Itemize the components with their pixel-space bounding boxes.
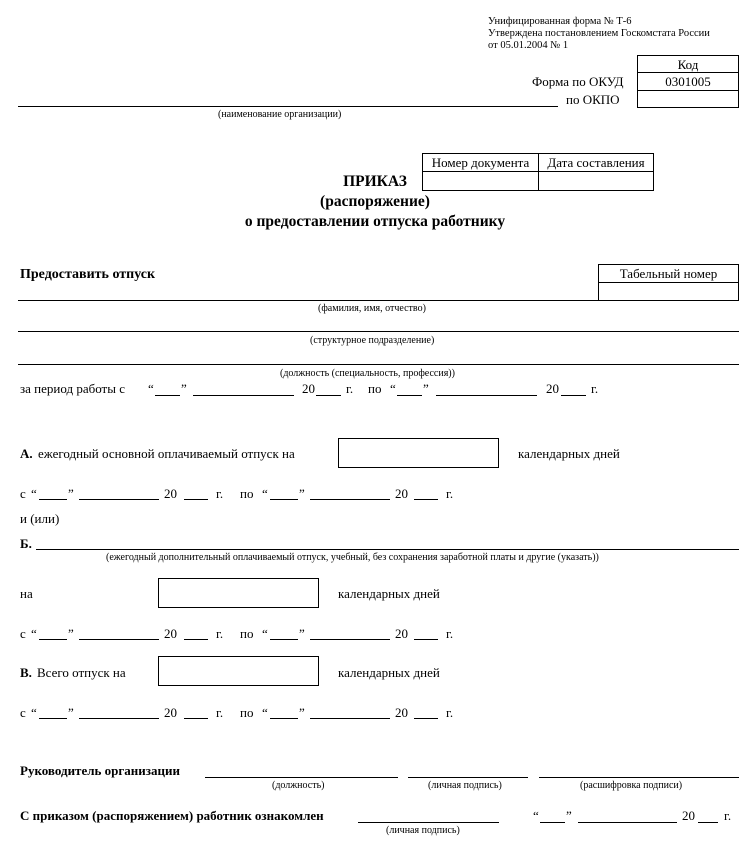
- date-from-year[interactable]: [184, 639, 208, 640]
- section-v-text: Всего отпуск на: [37, 665, 126, 680]
- ack-q-close: ”: [566, 808, 572, 823]
- doc-number-header: Номер документа: [422, 153, 539, 172]
- date-to-month[interactable]: [310, 718, 390, 719]
- period-q-close-1: ”: [181, 381, 187, 396]
- date-g: г.: [216, 705, 224, 720]
- date-po: по: [240, 705, 254, 720]
- date-twenty-2: 20: [395, 486, 408, 501]
- date-from-day[interactable]: [39, 718, 67, 719]
- date-q-close: ”: [68, 626, 74, 641]
- period-twenty-1: 20: [302, 381, 315, 396]
- date-q-close-2: ”: [299, 626, 305, 641]
- date-to-month[interactable]: [310, 639, 390, 640]
- section-b-days-label: календарных дней: [338, 586, 440, 601]
- date-from-day[interactable]: [39, 499, 67, 500]
- date-g: г.: [216, 486, 224, 501]
- okpo-label: по ОКПО: [566, 92, 620, 107]
- date-q-close: ”: [68, 486, 74, 501]
- ack-signature-caption: (личная подпись): [386, 825, 460, 836]
- date-twenty: 20: [164, 626, 177, 641]
- date-twenty-2: 20: [395, 626, 408, 641]
- date-q-open-2: “: [262, 705, 268, 720]
- kod-header: Код: [637, 55, 739, 73]
- period-label: за период работы с: [20, 381, 125, 396]
- form-header-line3: от 05.01.2004 № 1: [488, 40, 569, 51]
- period-from-month[interactable]: [193, 395, 294, 396]
- period-from-year[interactable]: [316, 395, 341, 396]
- period-g-2: г.: [591, 381, 599, 396]
- okud-value-cell[interactable]: 0301005: [637, 72, 739, 91]
- period-q-close-2: ”: [423, 381, 429, 396]
- date-q-open: “: [31, 705, 37, 720]
- form-header-line1: Унифицированная форма № Т-6: [488, 16, 632, 27]
- section-a-text: ежегодный основной оплачиваемый отпуск на: [38, 446, 295, 461]
- head-decoding-line[interactable]: [539, 777, 739, 778]
- tab-number-cell[interactable]: [598, 282, 739, 301]
- head-signature-caption: (личная подпись): [428, 780, 502, 791]
- section-a-letter: А.: [20, 446, 33, 461]
- date-q-open: “: [31, 626, 37, 641]
- date-twenty-2: 20: [395, 705, 408, 720]
- date-q-open: “: [31, 486, 37, 501]
- date-po: по: [240, 626, 254, 641]
- date-to-year[interactable]: [414, 718, 438, 719]
- okud-label: Форма по ОКУД: [532, 74, 624, 89]
- date-to-month[interactable]: [310, 499, 390, 500]
- period-to-day[interactable]: [397, 395, 422, 396]
- period-g-1: г.: [346, 381, 354, 396]
- grant-leave-label: Предоставить отпуск: [20, 267, 156, 282]
- ack-label: С приказом (распоряжением) работник ознакомлен: [20, 808, 324, 823]
- section-v-letter: В.: [20, 665, 32, 680]
- section-a-days-label: календарных дней: [518, 446, 620, 461]
- ack-signature-line[interactable]: [358, 822, 499, 823]
- period-po: по: [368, 381, 382, 396]
- ack-g: г.: [724, 808, 732, 823]
- date-from-day[interactable]: [39, 639, 67, 640]
- ack-day[interactable]: [540, 822, 565, 823]
- date-q-close-2: ”: [299, 486, 305, 501]
- doc-date-header: Дата составления: [538, 153, 654, 172]
- date-from-year[interactable]: [184, 499, 208, 500]
- date-q-close: ”: [68, 705, 74, 720]
- date-s: с: [20, 486, 26, 501]
- period-from-day[interactable]: [155, 395, 180, 396]
- date-to-day[interactable]: [270, 639, 298, 640]
- date-to-day[interactable]: [270, 718, 298, 719]
- section-b-letter: Б.: [20, 536, 32, 551]
- dept-line[interactable]: [18, 331, 739, 332]
- date-from-month[interactable]: [79, 499, 159, 500]
- period-q-open-2: “: [390, 381, 396, 396]
- position-line[interactable]: [18, 364, 739, 365]
- form-header-line2: Утверждена постановлением Госкомстата России: [488, 28, 710, 39]
- ack-month[interactable]: [578, 822, 677, 823]
- fio-line[interactable]: [18, 300, 739, 301]
- date-q-close-2: ”: [299, 705, 305, 720]
- head-label: Руководитель организации: [20, 763, 180, 778]
- date-twenty: 20: [164, 486, 177, 501]
- date-s: с: [20, 705, 26, 720]
- period-twenty-2: 20: [546, 381, 559, 396]
- date-q-open-2: “: [262, 486, 268, 501]
- title-subject: о предоставлении отпуска работнику: [244, 213, 506, 230]
- ack-twenty: 20: [682, 808, 695, 823]
- date-to-day[interactable]: [270, 499, 298, 500]
- okpo-value-cell[interactable]: [637, 90, 739, 108]
- org-name-line[interactable]: [18, 106, 558, 107]
- date-g-2: г.: [446, 626, 454, 641]
- and-or-label: и (или): [20, 511, 60, 526]
- tab-number-header: Табельный номер: [598, 264, 739, 283]
- date-twenty: 20: [164, 705, 177, 720]
- dept-caption: (структурное подразделение): [310, 335, 435, 346]
- date-q-open-2: “: [262, 626, 268, 641]
- head-position-caption: (должность): [272, 780, 325, 791]
- ack-year[interactable]: [698, 822, 718, 823]
- date-g-2: г.: [446, 486, 454, 501]
- section-v-days-label: календарных дней: [338, 665, 440, 680]
- date-g: г.: [216, 626, 224, 641]
- date-po: по: [240, 486, 254, 501]
- org-name-caption: (наименование организации): [218, 109, 342, 120]
- position-caption: (должность (специальность, профессия)): [280, 368, 455, 379]
- fio-caption: (фамилия, имя, отчество): [318, 303, 426, 314]
- period-q-open-1: “: [148, 381, 154, 396]
- date-from-year[interactable]: [184, 718, 208, 719]
- period-to-month[interactable]: [436, 395, 537, 396]
- date-from-month[interactable]: [79, 718, 159, 719]
- head-signature-line[interactable]: [408, 777, 528, 778]
- ack-q-open: “: [533, 808, 539, 823]
- date-from-month[interactable]: [79, 639, 159, 640]
- head-position-line[interactable]: [205, 777, 398, 778]
- date-g-2: г.: [446, 705, 454, 720]
- section-b-na: на: [20, 586, 33, 601]
- section-b-type-line[interactable]: [36, 549, 739, 550]
- period-to-year[interactable]: [561, 395, 586, 396]
- date-s: с: [20, 626, 26, 641]
- head-decoding-caption: (расшифровка подписи): [580, 780, 683, 791]
- date-to-year[interactable]: [414, 639, 438, 640]
- section-a-days-input[interactable]: [338, 438, 499, 468]
- title-prikaz: ПРИКАЗ: [343, 173, 407, 190]
- title-rasporyazhenie: (распоряжение): [320, 193, 430, 210]
- section-b-days-input[interactable]: [158, 578, 319, 608]
- section-v-days-input[interactable]: [158, 656, 319, 686]
- date-to-year[interactable]: [414, 499, 438, 500]
- section-b-caption: (ежегодный дополнительный оплачиваемый отпуск, учебный, без сохранения заработной платы и другие (указать)): [106, 552, 599, 563]
